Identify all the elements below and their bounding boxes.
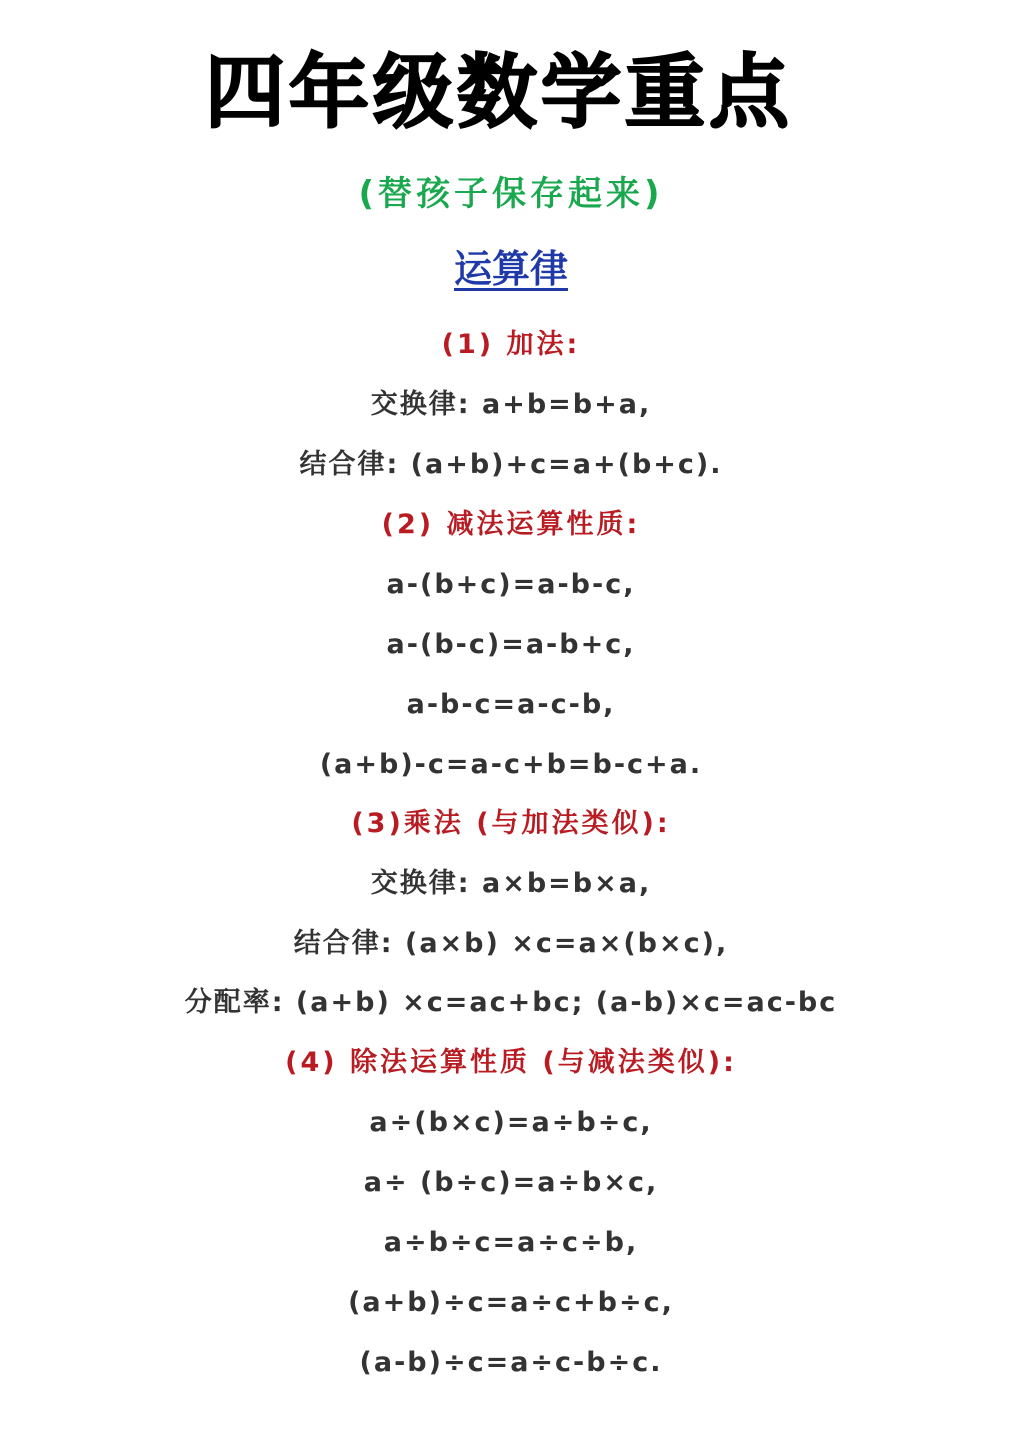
formula-line: 结合律: (a+b)+c=a+(b+c).	[299, 449, 723, 480]
section-label-addition: (1) 加法:	[441, 329, 581, 360]
formula-line: 结合律: (a×b) ×c=a×(b×c),	[293, 928, 729, 959]
formula-line: (a+b)-c=a-c+b=b-c+a.	[319, 749, 703, 780]
page-title: 四年级数学重点	[205, 45, 793, 139]
formula-line: 交换律: a+b=b+a,	[370, 389, 652, 420]
page-subtitle: (替孩子保存起来)	[358, 174, 664, 214]
formula-line: a-(b-c)=a-b+c,	[386, 629, 636, 660]
formula-line: a-(b+c)=a-b-c,	[386, 569, 636, 600]
formula-line: (a+b)÷c=a÷c+b÷c,	[348, 1287, 674, 1318]
formula-line: (a-b)÷c=a÷c-b÷c.	[359, 1347, 663, 1378]
formula-line: a÷(b×c)=a÷b÷c,	[369, 1107, 653, 1138]
section-label-division: (4) 除法运算性质 (与减法类似):	[285, 1047, 737, 1078]
formula-line: 交换律: a×b=b×a,	[370, 868, 652, 899]
formula-line: a÷ (b÷c)=a÷b×c,	[363, 1167, 659, 1198]
section-label-subtraction: (2) 减法运算性质:	[381, 509, 641, 540]
section-heading: 运算律	[453, 247, 568, 291]
section-label-multiplication: (3)乘法 (与加法类似):	[351, 808, 671, 839]
formula-line: a-b-c=a-c-b,	[406, 689, 616, 720]
formula-line: 分配率: (a+b) ×c=ac+bc; (a-b)×c=ac-bc	[184, 987, 838, 1018]
formula-line: a÷b÷c=a÷c÷b,	[383, 1227, 639, 1258]
